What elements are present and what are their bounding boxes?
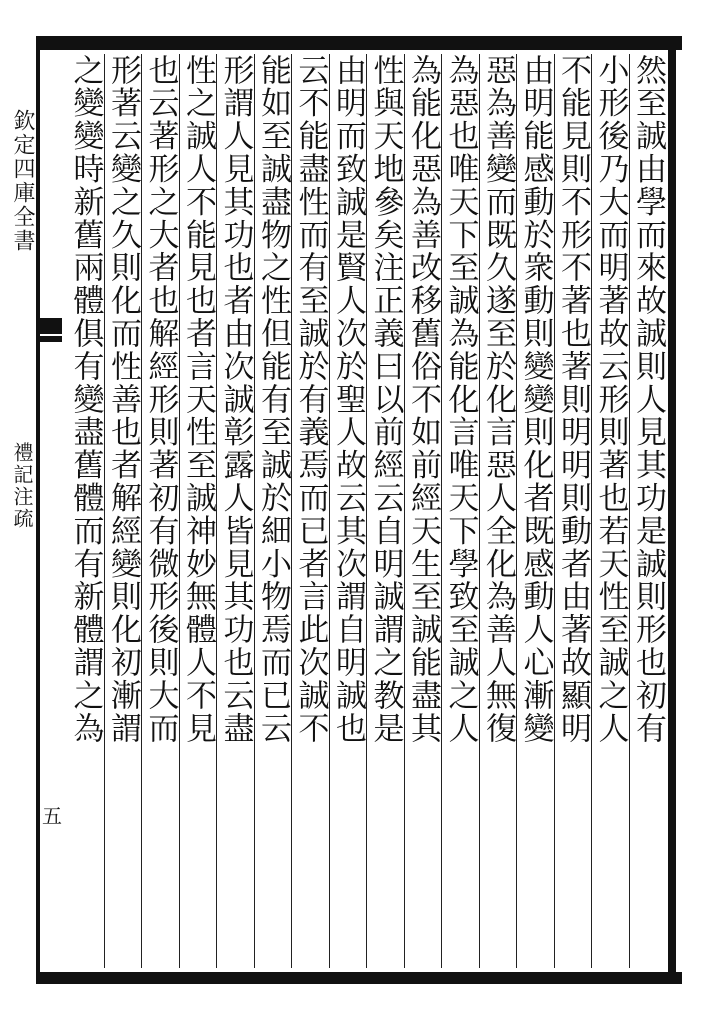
text-column: 性之誠人不能見也者言天性至誠神妙無體人不見 — [179, 54, 217, 968]
text-block — [66, 54, 666, 968]
text-column: 之變變時新舊兩體俱有變盡舊體而有新體謂之為 — [67, 54, 104, 745]
page-number: 五 — [42, 804, 62, 828]
book-title: 禮記注疏 — [10, 442, 34, 530]
fishtail-mark — [36, 318, 62, 334]
text-column: 形著云變之久則化而性善也者解經變則化初漸謂 — [104, 54, 142, 968]
text-column: 然至誠由學而來故誠則人見其功是誠則形也初有 — [629, 54, 667, 968]
text-column: 性與天地參矣注正義曰以前經云自明誠謂之教是 — [366, 54, 404, 968]
text-column: 不能見則不形不著也著則明明則動者由著故顯明 — [554, 54, 592, 968]
text-column: 小形後乃大而明著故云形則著也若天性至誠之人 — [591, 54, 629, 968]
bottom-rule — [36, 972, 682, 984]
text-column: 也云著形之大者也解經形則著初有微形後則大而 — [141, 54, 179, 968]
right-border — [668, 36, 676, 984]
text-column: 為惡也唯天下至誠為能化言唯天下學致至誠之人 — [441, 54, 479, 968]
text-column: 形謂人見其功也者由次誠彰露人皆見其功也云盡 — [216, 54, 254, 968]
text-column: 能如至誠盡物之性但能有至誠於細小物焉而已云 — [254, 54, 292, 968]
fishtail-mark-lower — [36, 336, 62, 342]
text-column: 由明而致誠是賢人次於聖人故云其次謂自明誠也 — [329, 54, 367, 968]
text-column: 由明能感動於衆動則變變則化者既感動人心漸變 — [516, 54, 554, 968]
collection-title: 欽定四庫全書 — [10, 109, 35, 253]
top-rule — [36, 36, 682, 50]
text-column: 云不能盡性而有至誠於有義焉而已者言此次誠不 — [291, 54, 329, 968]
text-column: 惡為善變而既久遂至於化言惡人全化為善人無復 — [479, 54, 517, 968]
text-column: 為能化惡為善改移舊俗不如前經天生至誠能盡其 — [404, 54, 442, 968]
